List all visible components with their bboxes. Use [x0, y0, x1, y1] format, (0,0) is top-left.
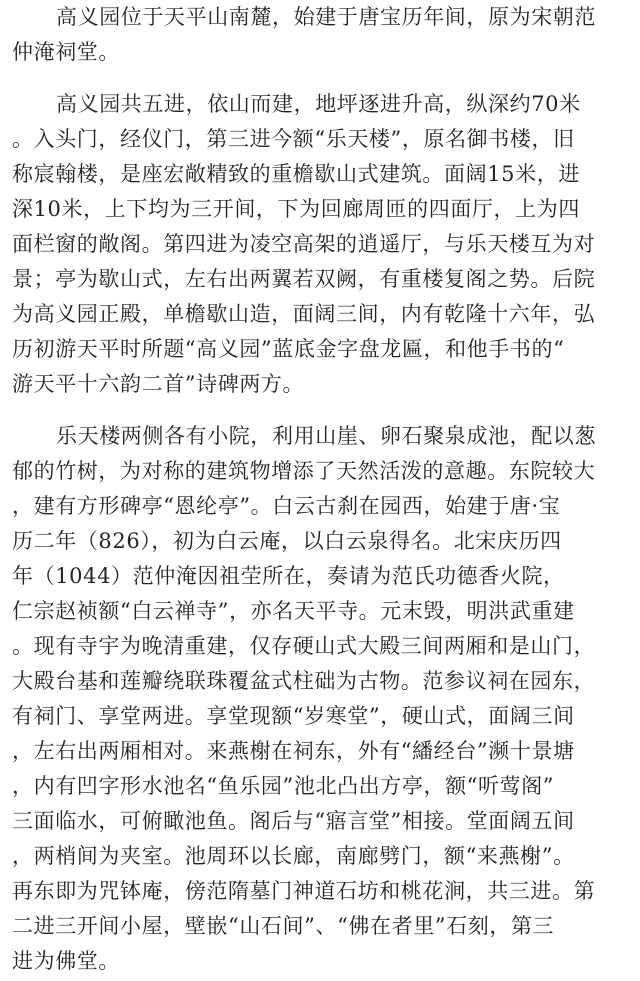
text-line: ，左右出两厢相对。来燕榭在祠东，外有“繙经台”濒十景塘: [12, 739, 575, 763]
paragraph-spacer: [0, 402, 640, 419]
text-line: 郁的竹树，为对称的建筑物增添了天然活泼的意趣。东院较大: [12, 459, 596, 483]
paragraph: [0, 0, 640, 70]
text-line: 再东即为咒钵庵，傍范隋墓门神道石坊和桃花涧，共三进。第: [12, 879, 596, 903]
text-line: 面栏窗的敞阁。第四进为凌空高架的逍遥厅，与乐天楼互为对: [12, 232, 596, 256]
text-line: 大殿台基和莲瓣绕联珠覆盆式柱础为古物。范参议祠在园东，: [12, 669, 596, 693]
text-line: 高义园位于天平山南麓，始建于唐宝历年间，原为宋朝范: [56, 5, 596, 29]
text-line: 年（1044）范仲淹因祖茔所在，奏请为范氏功德香火院，: [12, 564, 565, 588]
paragraph: [0, 87, 640, 402]
text-line: 历初游天平时所题“高义园”蓝底金字盘龙匾，和他手书的“: [12, 337, 565, 361]
text-line: ，两梢间为夹室。池周环以长廊，南廊劈门，额“来燕榭”。: [12, 844, 575, 868]
text-line: 游天平十六韵二首”诗碑两方。: [12, 372, 305, 396]
text-line: 。入头门，经仪门，第三进今额“乐天楼”，原名御书楼，旧: [12, 127, 575, 151]
text-line: 乐天楼两侧各有小院，利用山崖、卵石聚泉成池，配以葱: [56, 424, 596, 448]
text-line: 有祠门、享堂两进。享堂现额“岁寒堂”，硬山式，面阔三间: [12, 704, 575, 728]
text-line: 二进三开间小屋，壁嵌“山石间”、“佛在者里”石刻，第三: [12, 914, 555, 938]
paragraph-spacer: [0, 70, 640, 87]
text-line: 历二年（826），初为白云庵，以白云泉得名。北宋庆历四: [12, 529, 562, 553]
text-line: 深10米，上下均为三开间，下为回廊周匝的四面厅，上为四: [12, 197, 580, 221]
text-line: 仲淹祠堂。: [12, 40, 120, 64]
text-line: ，内有凹字形水池名“鱼乐园”池北凸出方亭，额“听莺阁”: [12, 774, 555, 798]
text-line: 高义园共五进，依山而建，地坪逐进升高，纵深约70米: [56, 92, 581, 116]
text-line: 进为佛堂。: [12, 949, 120, 973]
text-line: ，建有方形碑亭“恩纶亭”。白云古刹在园西，始建于唐·宝: [12, 494, 561, 518]
text-line: 。现有寺宇为晚清重建，仅存硬山式大殿三间两厢和是山门，: [12, 634, 596, 658]
text-line: 仁宗赵祯额“白云禅寺”，亦名天平寺。元末毁，明洪武重建: [12, 599, 575, 623]
text-line: 景；亭为歇山式，左右出两翼若双阙，有重楼复阁之势。后院: [12, 267, 596, 291]
text-line: 三面临水，可俯瞰池鱼。阁后与“寤言堂”相接。堂面阔五间: [12, 809, 575, 833]
text-line: 为高义园正殿，单檐歇山造，面阔三间，内有乾隆十六年，弘: [12, 302, 596, 326]
text-line: 称宸翰楼，是座宏敞精致的重檐歇山式建筑。面阔15米，进: [12, 162, 580, 186]
paragraph: [0, 419, 640, 979]
